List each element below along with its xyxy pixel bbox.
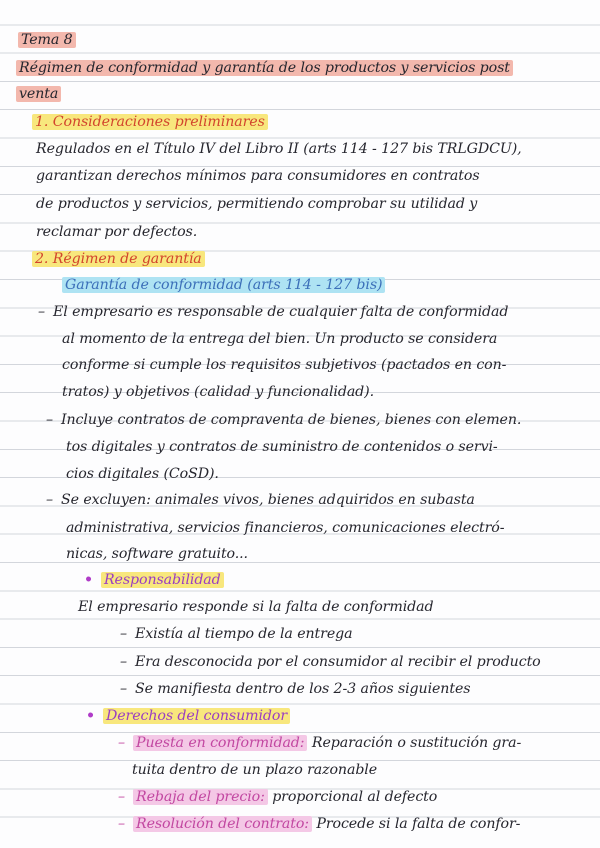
bullet-line: tratos) y objetivos (calidad y funcionalidad). xyxy=(62,384,375,400)
responsabilidad-item-text: Se manifiesta dentro de los 2-3 años siguientes xyxy=(135,681,471,697)
dash-marker: – xyxy=(120,681,127,697)
responsabilidad-item-text: Era desconocida por el consumidor al recibir el producto xyxy=(135,654,541,670)
bullet-line: conforme si cumple los requisitos subjetivos (pactados en con- xyxy=(62,357,507,373)
bullet-line: cios digitales (CoSD). xyxy=(66,466,219,482)
derecho-text: proporcional al defecto xyxy=(272,789,438,805)
bullet-line xyxy=(38,302,508,322)
bullet-line: nicas, software gratuito... xyxy=(66,546,248,562)
section-1-line: Regulados en el Título IV del Libro II (arts 114 - 127 bis TRLGDCU), xyxy=(36,141,522,157)
bullet-line: administrativa, servicios financieros, comunicaciones electró- xyxy=(66,520,505,536)
bullet-line: al momento de la entrega del bien. Un producto se considera xyxy=(62,331,498,347)
dot-bullet-icon: • xyxy=(84,572,93,588)
derecho-text: Reparación o sustitución gra- xyxy=(311,735,522,751)
dash-marker: – xyxy=(46,492,53,508)
section-1-heading-text: 1. Consideraciones preliminares xyxy=(32,114,268,130)
section-1-heading xyxy=(32,112,268,132)
derecho-item xyxy=(118,733,521,753)
section-1-line: de productos y servicios, permitiendo comprobar su utilidad y xyxy=(36,196,478,212)
page-title-text-2: venta xyxy=(16,86,61,102)
dash-marker: – xyxy=(120,626,127,642)
responsabilidad-item-text: Existía al tiempo de la entrega xyxy=(135,626,353,642)
responsabilidad-heading xyxy=(84,570,224,590)
derecho-text: Procede si la falta de confor- xyxy=(316,816,521,832)
derecho-term: Puesta en conformidad: xyxy=(133,735,307,751)
derecho-term: Rebaja del precio: xyxy=(133,789,268,805)
derechos-heading xyxy=(86,706,290,726)
dash-marker: – xyxy=(46,412,53,428)
page-title-line-1 xyxy=(16,58,513,78)
dash-marker: – xyxy=(118,816,125,832)
derecho-item xyxy=(118,787,437,807)
dash-marker: – xyxy=(118,735,125,751)
responsabilidad-item xyxy=(120,624,352,644)
derecho-item-continuation: tuita dentro de un plazo razonable xyxy=(132,762,378,778)
derechos-label: Derechos del consumidor xyxy=(103,708,290,724)
section-2-heading xyxy=(32,249,205,269)
dash-marker: – xyxy=(120,654,127,670)
page-title-line-2 xyxy=(16,84,61,104)
bullet-line xyxy=(46,410,521,430)
page-title-text-1: Régimen de conformidad y garantía de los productos y servicios post xyxy=(16,60,513,76)
derecho-term: Resolución del contrato: xyxy=(133,816,312,832)
responsabilidad-item xyxy=(120,679,470,699)
bullet-text: El empresario es responsable de cualquier falta de conformidad xyxy=(53,304,509,320)
section-1-line: garantizan derechos mínimos para consumidores en contratos xyxy=(36,168,480,184)
dash-marker: – xyxy=(38,304,45,320)
derecho-item xyxy=(118,814,520,834)
section-2-subheading xyxy=(62,275,385,295)
section-2-subheading-text: Garantía de conformidad (arts 114 - 127 bis) xyxy=(62,277,385,293)
bullet-line: tos digitales y contratos de suministro de contenidos o servi- xyxy=(66,439,498,455)
responsabilidad-intro: El empresario responde si la falta de conformidad xyxy=(78,599,434,615)
responsabilidad-label: Responsabilidad xyxy=(101,572,224,588)
topic-label xyxy=(18,30,76,50)
bullet-text: Se excluyen: animales vivos, bienes adquiridos en subasta xyxy=(61,492,475,508)
bullet-text: Incluye contratos de compraventa de bienes, bienes con elemen. xyxy=(61,412,522,428)
dot-bullet-icon: • xyxy=(86,708,95,724)
bullet-line xyxy=(46,490,475,510)
section-2-heading-text: 2. Régimen de garantía xyxy=(32,251,205,267)
dash-marker: – xyxy=(118,789,125,805)
section-1-line: reclamar por defectos. xyxy=(36,224,198,240)
topic-label-text: Tema 8 xyxy=(18,32,76,48)
responsabilidad-item xyxy=(120,652,541,672)
